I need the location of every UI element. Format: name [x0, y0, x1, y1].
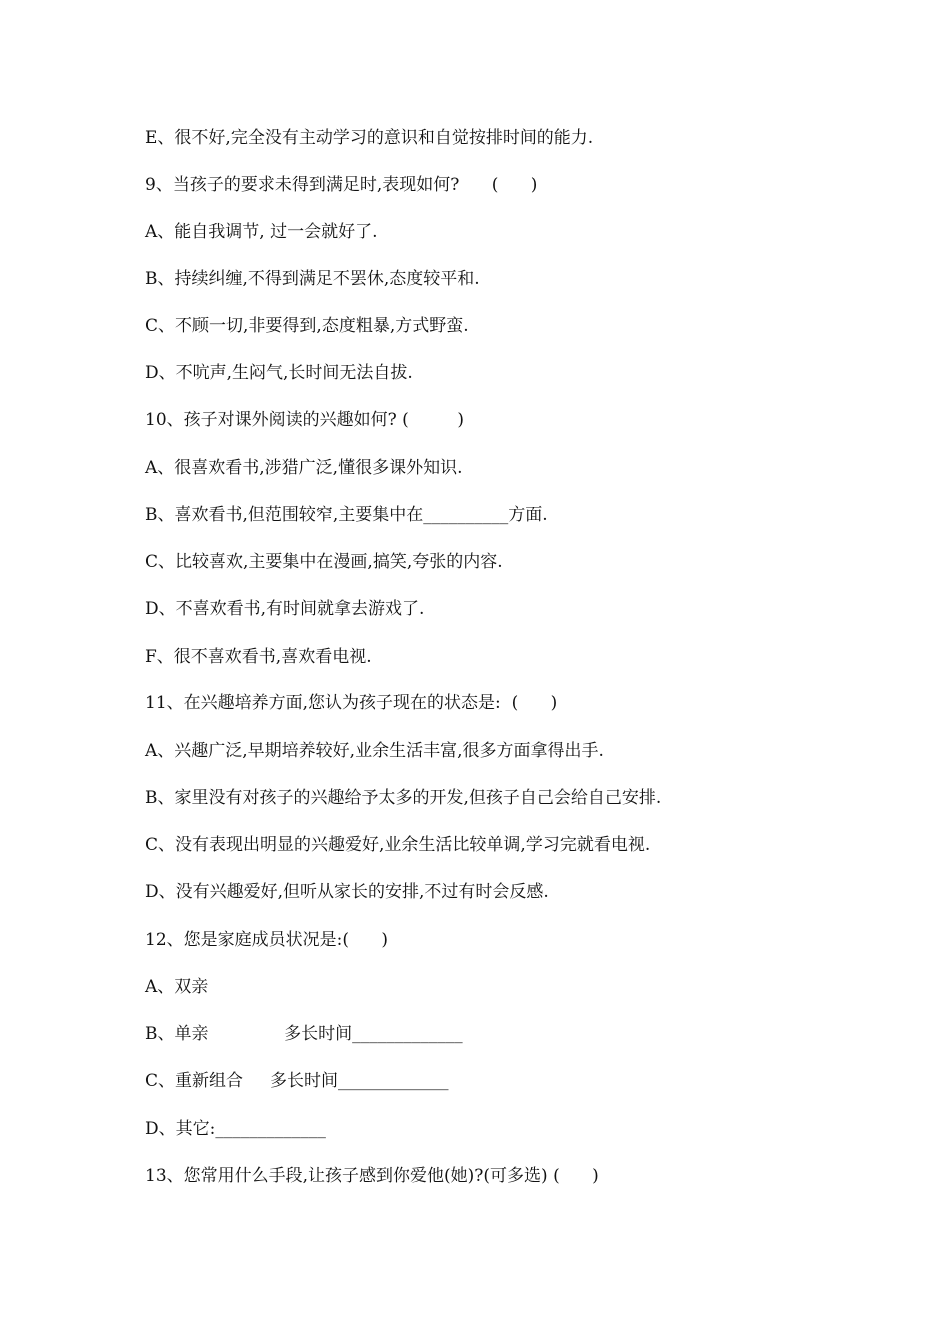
option-12-c: C、重新组合 多长时间_____________: [145, 1071, 449, 1091]
option-10-f: F、很不喜欢看书,喜欢看电视.: [145, 647, 372, 667]
option-10-c: C、比较喜欢,主要集中在漫画,搞笑,夸张的内容.: [145, 552, 503, 572]
option-12-a: A、双亲: [145, 977, 209, 997]
option-10-d: D、不喜欢看书,有时间就拿去游戏了.: [145, 599, 425, 619]
option-12-d: D、其它:_____________: [145, 1119, 326, 1139]
question-9: 9、当孩子的要求未得到满足时,表现如何? ( ): [145, 175, 538, 195]
option-11-b: B、家里没有对孩子的兴趣给予太多的开发,但孩子自己会给自己安排.: [145, 788, 662, 808]
option-11-c: C、没有表现出明显的兴趣爱好,业余生活比较单调,学习完就看电视.: [145, 835, 651, 855]
option-11-d: D、没有兴趣爱好,但听从家长的安排,不过有时会反感.: [145, 882, 549, 902]
question-13: 13、您常用什么手段,让孩子感到你爱他(她)?(可多选) ( ): [145, 1166, 599, 1186]
option-10-b: B、喜欢看书,但范围较窄,主要集中在__________方面.: [145, 505, 548, 525]
question-11: 11、在兴趣培养方面,您认为孩子现在的状态是: ( ): [145, 693, 558, 713]
option-8-e: E、很不好,完全没有主动学习的意识和自觉按排时间的能力.: [145, 128, 594, 148]
option-11-a: A、兴趣广泛,早期培养较好,业余生活丰富,很多方面拿得出手.: [145, 741, 604, 761]
question-12: 12、您是家庭成员状况是:( ): [145, 930, 389, 950]
option-12-b: B、单亲 多长时间_____________: [145, 1024, 463, 1044]
option-9-d: D、不吭声,生闷气,长时间无法自拔.: [145, 363, 413, 383]
option-10-a: A、很喜欢看书,涉猎广泛,懂很多课外知识.: [145, 458, 463, 478]
option-9-a: A、能自我调节, 过一会就好了.: [145, 222, 378, 242]
option-9-b: B、持续纠缠,不得到满足不罢休,态度较平和.: [145, 269, 480, 289]
option-9-c: C、不顾一切,非要得到,态度粗暴,方式野蛮.: [145, 316, 469, 336]
question-10: 10、孩子对课外阅读的兴趣如何? ( ): [145, 410, 465, 430]
